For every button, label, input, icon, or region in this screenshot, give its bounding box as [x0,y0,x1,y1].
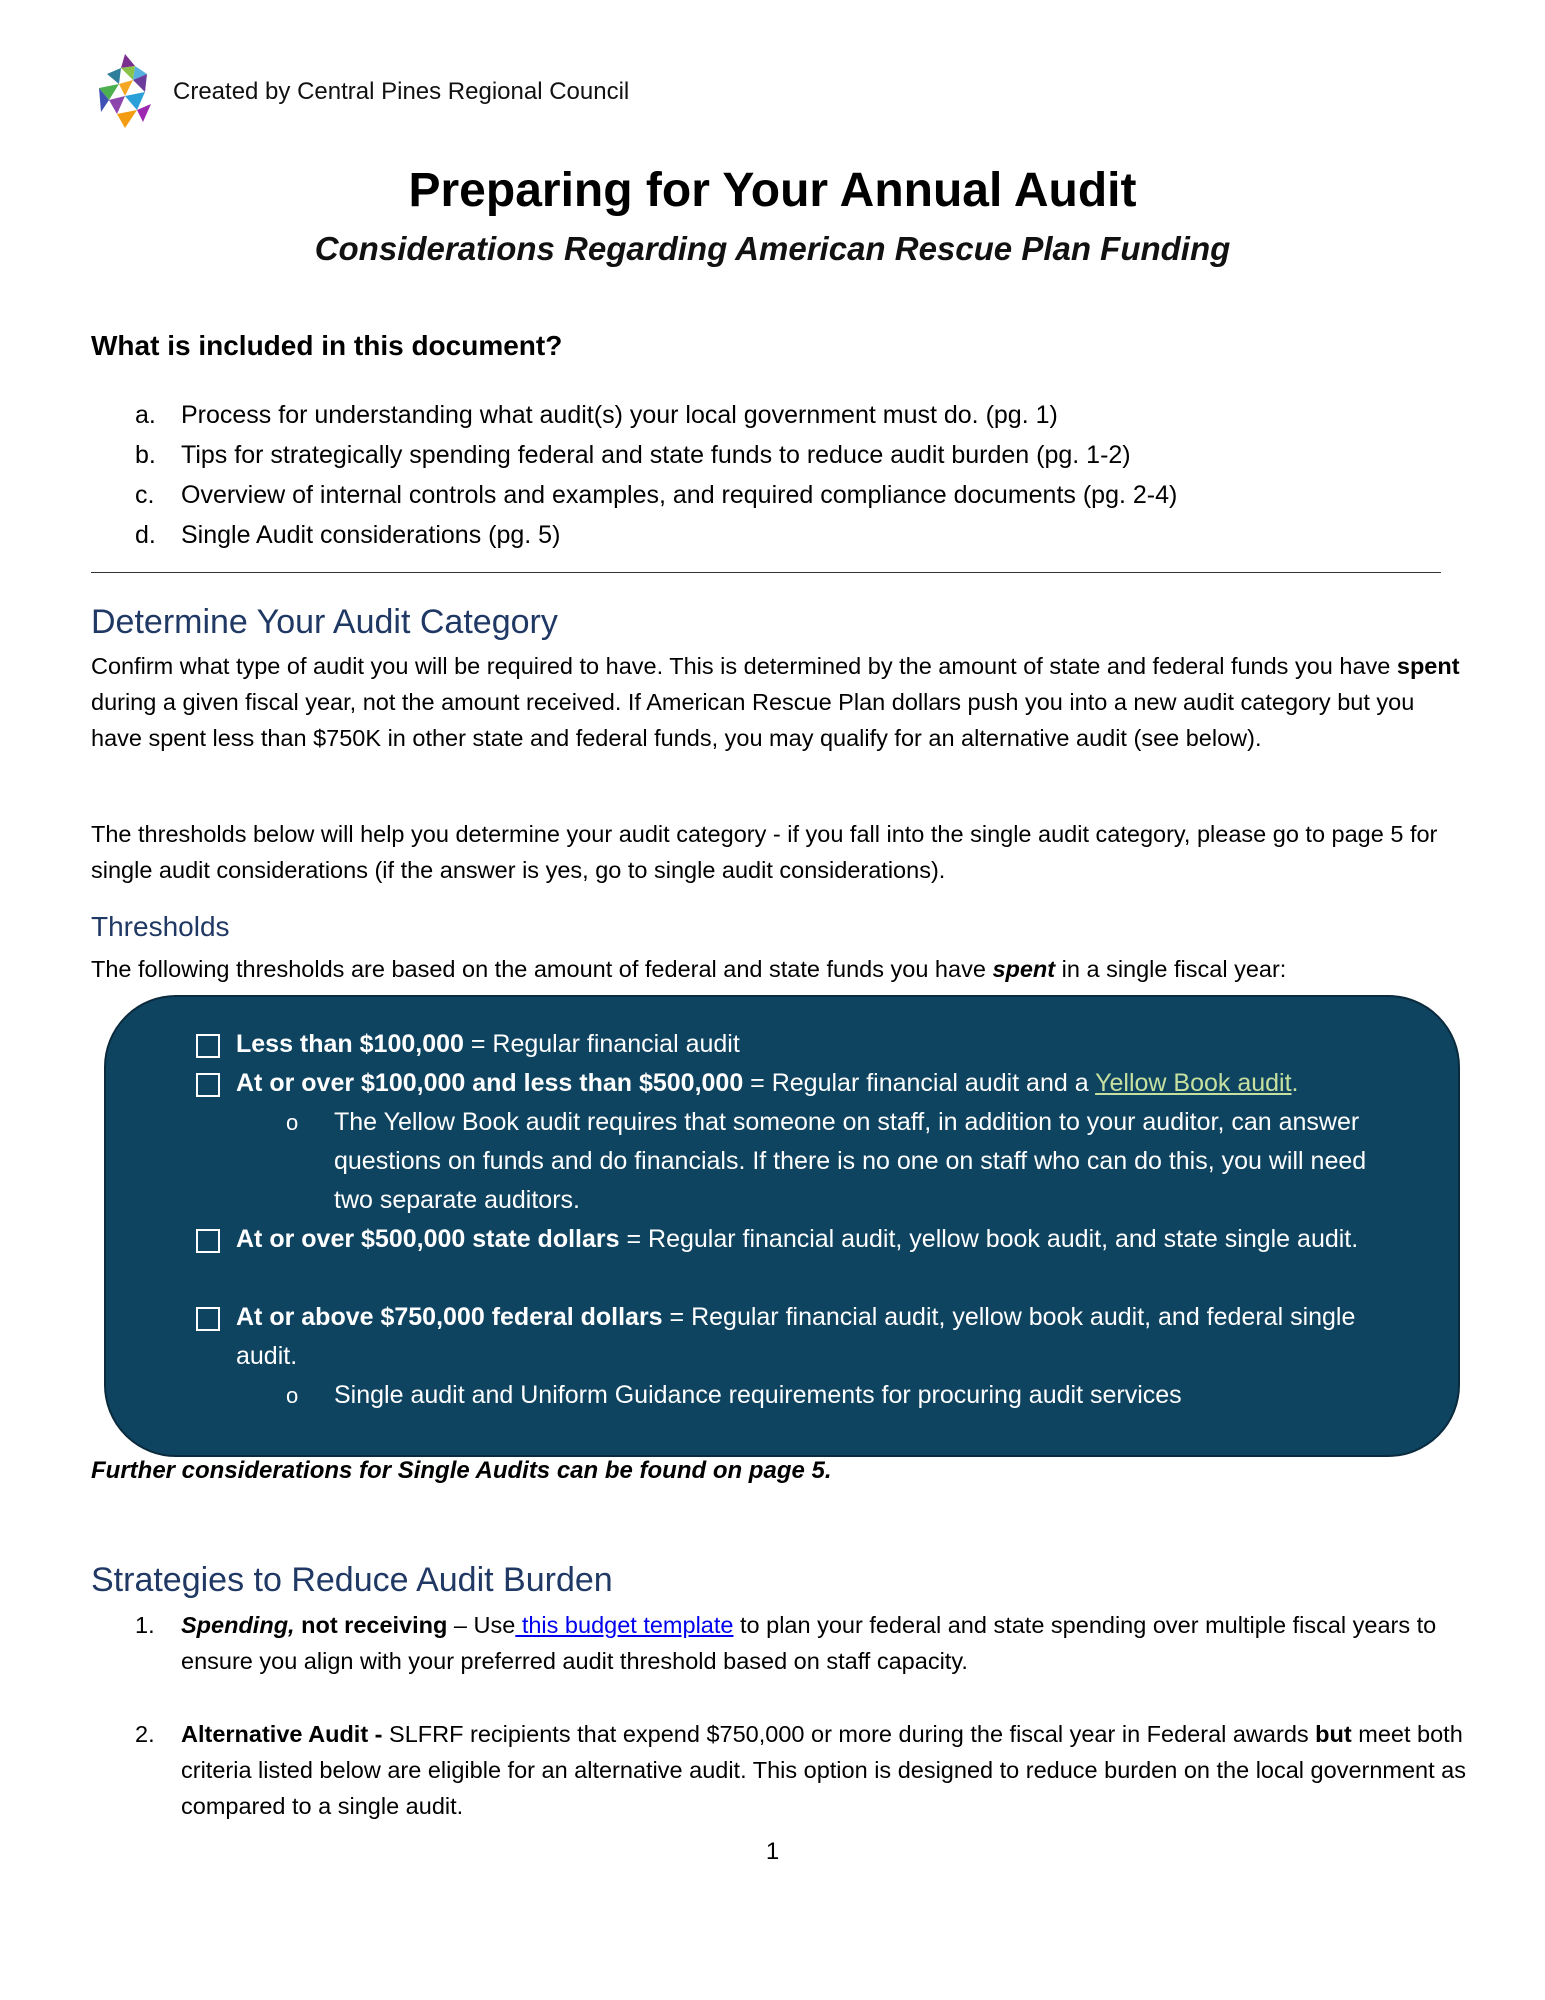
list-item [135,515,1177,555]
checkbox[interactable] [196,1034,220,1058]
further-considerations-note: Further considerations for Single Audits can be found on page 5. [91,1457,832,1484]
threshold-text [236,1025,1386,1064]
bold-text: Alternative Audit - [181,1721,383,1747]
threshold-text [236,1298,1386,1376]
text-span: = Regular financial audit [463,1030,740,1058]
yellow-book-audit-link[interactable]: Yellow Book audit [1095,1069,1292,1097]
thresholds-heading: Thresholds [91,911,230,942]
council-logo-icon [95,52,155,132]
page-number: 1 [765,1838,780,1865]
budget-template-link[interactable]: this budget template [515,1612,734,1638]
included-heading: What is included in this document? [91,330,563,361]
bold-text: At or over $100,000 and less than $500,000 [236,1069,744,1097]
bullet-icon: o [286,1383,299,1408]
bold-text: but [1315,1721,1352,1747]
checkbox[interactable] [196,1307,220,1331]
checkbox[interactable] [196,1229,220,1253]
header-org-text: Created by Central Pines Regional Council [173,78,630,105]
audit-category-heading: Determine Your Audit Category [91,603,558,641]
checkbox[interactable] [196,1073,220,1097]
bold-text: spent [1396,653,1460,679]
thresholds-callout-box [104,995,1460,1457]
text-span: . [1291,1069,1299,1097]
audit-category-paragraph-2: The thresholds below will help you determine your audit category - if you fall into the single audit category, please go to page 5 for single audit considerations (if the answer is yes, go to single audit considerations). [91,821,1438,883]
text-span: = Regular financial audit, yellow book audit, and state single audit. [619,1225,1359,1253]
strategy-text [181,1607,1481,1679]
bullet-icon: o [286,1110,299,1135]
list-marker: d. [135,521,156,549]
threshold-text [236,1220,1386,1259]
text-span: Confirm what type of audit you will be required to have. This is determined by the amount of state and federal funds you have [91,653,1397,679]
text-span: to plan your federal and state spending over multiple fiscal years to ensure you align with your preferred audit threshold based on staff capacity. [181,1612,1437,1674]
subitem-text: The Yellow Book audit requires that someone on staff, in addition to your auditor, can answer questions on funds and do financials. If there is no one on staff who can do this, you will need two separate auditors. [334,1108,1367,1214]
text-span: during a given fiscal year, not the amount received. If American Rescue Plan dollars push you into a new audit category but you have spent less than $750K in other state and federal funds, you may qualify for an alternative audit (see below). [91,689,1415,751]
list-marker: c. [135,481,155,509]
bold-text: At or above $750,000 federal dollars [236,1303,663,1331]
audit-category-paragraph-1 [91,648,1471,756]
list-marker: a. [135,401,156,429]
bold-italic-text: spent [992,956,1056,982]
list-marker: 2. [135,1721,155,1747]
threshold-item [196,1064,1386,1103]
list-item [135,395,1177,435]
threshold-item [196,1025,1386,1064]
text-span: = Regular financial audit, yellow book audit, and federal single audit. [236,1303,1356,1370]
list-item-text: Process for understanding what audit(s) your local government must do. (pg. 1) [181,401,1058,429]
threshold-subitem [286,1376,1404,1415]
threshold-text [236,1064,1386,1103]
strategy-text [181,1716,1481,1824]
strategy-item-1 [135,1607,1481,1679]
text-span: in a single fiscal year: [1055,956,1287,982]
bold-text: At or over $500,000 state dollars [236,1225,620,1253]
bold-text: not receiving [294,1612,448,1638]
text-span: – Use [447,1612,516,1638]
threshold-item [196,1220,1386,1259]
document-subtitle: Considerations Regarding American Rescue Plan Funding [314,230,1231,267]
text-span: = Regular financial audit and a [743,1069,1096,1097]
horizontal-divider [91,572,1441,573]
strategy-item-2 [135,1716,1481,1824]
threshold-item [196,1298,1386,1376]
document-title: Preparing for Your Annual Audit [408,164,1137,217]
list-item [135,435,1177,475]
strategies-heading: Strategies to Reduce Audit Burden [91,1561,613,1599]
list-item-text: Single Audit considerations (pg. 5) [181,521,561,549]
threshold-subitem [286,1103,1404,1220]
text-span: meet both criteria listed below are eligible for an alternative audit. This option is designed to reduce burden on the local government as compared to a single audit. [181,1721,1466,1819]
subitem-text: Single audit and Uniform Guidance requirements for procuring audit services [334,1381,1182,1409]
included-list [135,395,1177,555]
list-marker: 1. [135,1612,155,1638]
list-marker: b. [135,441,156,469]
text-span: SLFRF recipients that expend $750,000 or more during the fiscal year in Federal awards [382,1721,1316,1747]
list-item-text: Tips for strategically spending federal and state funds to reduce audit burden (pg. 1-2) [181,441,1131,469]
list-item [135,475,1177,515]
list-item-text: Overview of internal controls and examples, and required compliance documents (pg. 2-4) [181,481,1178,509]
thresholds-intro [91,951,1471,987]
text-span: The following thresholds are based on the amount of federal and state funds you have [91,956,993,982]
bold-text: Less than $100,000 [236,1030,464,1058]
page-header [95,52,629,132]
bold-italic-text: Spending, [181,1612,295,1638]
